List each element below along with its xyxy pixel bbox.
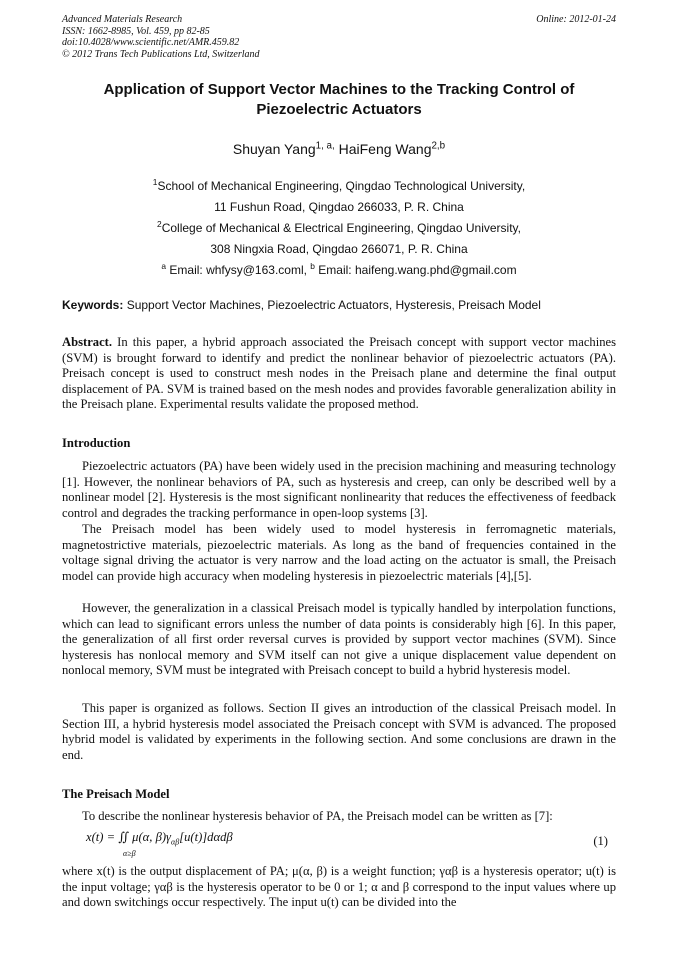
affiliation-2-line-1 [62,221,616,235]
email-b-sup: b [310,261,315,271]
equation-rest: [u(t)]dαdβ [179,830,233,844]
abstract-label: Abstract. [62,335,113,349]
preisach-paragraph-2: where x(t) is the output displacement of PA; μ(α, β) is a weight function; γαβ is a hysteresis operator; u(t) is the input voltage; γαβ is the hysteresis operator to be 0 or 1; α and β correspond to the input values where up and down switchings occur respectively. The input u(t) can be divided into the [62,864,616,910]
preisach-paragraph-1: To describe the nonlinear hysteresis behavior of PA, the Preisach model can be written as [7]: [82,809,553,823]
equation-number: (1) [593,834,608,848]
aff-2-sup: 2 [157,219,162,229]
author-line [62,141,616,157]
preisach-heading: The Preisach Model [62,787,170,801]
equation-domain: α≥β [123,849,136,858]
online-date: Online: 2012-01-24 [536,14,616,25]
equation-subscript: αβ [171,837,180,847]
abstract-text: In this paper, a hybrid approach associated the Preisach concept with support vector machines (SVM) is brought forward to identify and predict the nonlinear behavior of piezoelectric actuators (PA). Preisach concept is used to construct mesh nodes in the Preisach plane and determine the final output displacement of PA. SVM is trained based on the mesh nodes and provides favorable generalization ability in the Preisach plane. Experimental results validate the proposed method. [62,335,616,411]
journal-header [62,14,616,60]
author-2-sup: 2,b [431,140,446,152]
introduction-heading: Introduction [62,436,131,450]
aff-1-text: School of Mechanical Engineering, Qingdao Technological University, [157,179,526,193]
email-a: Email: whfysy@163.coml, [166,263,311,277]
equation-1 [86,829,616,858]
intro-paragraph-3: However, the generalization in a classical Preisach model is typically handled by interpolation functions, which can lead to significant errors unless the number of data points is considerably high [6]. In this paper, the generalization of all first order reversal curves is provided by support vector machines (SVM). Since hysteresis has nonlocal memory and SVM itself can not give a unique displacement value dependent on nonlocal memory, SVM must be integrated with Preisach concept to build a hybrid hysteresis model. [62,601,616,678]
aff-2-text: College of Mechanical & Electrical Engineering, Qingdao University, [161,221,521,235]
keywords-label: Keywords: [62,298,124,312]
issn-line: ISSN: 1662-8985, Vol. 459, pp 82-85 [62,25,210,37]
affiliation-2-line-2: 308 Ningxia Road, Qingdao 266071, P. R. China [210,242,468,256]
author-2: HaiFeng Wang [334,141,432,157]
equation-main: x(t) = ∬ μ(α, β)γ [86,830,171,844]
paper-title: Application of Support Vector Machines to the Tracking Control of Piezoelectric Actuators [103,81,575,118]
keywords [62,298,616,312]
email-a-sup: a [161,261,167,271]
doi-line: doi:10.4028/www.scientific.net/AMR.459.82 [62,37,240,48]
email-b: Email: haifeng.wang.phd@gmail.com [314,263,517,277]
intro-paragraph-4: This paper is organized as follows. Section II gives an introduction of the classical Preisach model. In Section III, a hybrid hysteresis model associated the Preisach concept with SVM is advanced. The proposed hybrid model is validated by experiments in the following section. And some conclusions are drawn in the end. [62,701,616,762]
aff-1-sup: 1 [152,177,158,187]
email-line [62,263,616,277]
abstract [62,335,616,413]
copyright-line: © 2012 Trans Tech Publications Ltd, Switzerland [62,48,260,60]
author-1: Shuyan Yang [232,141,316,157]
journal-name: Advanced Materials Research [62,14,183,25]
affiliation-1-line-1 [62,179,616,193]
affiliation-1-line-2: 11 Fushun Road, Qingdao 266033, P. R. China [214,200,464,214]
intro-paragraph-1: Piezoelectric actuators (PA) have been widely used in the precision machining and measuring technology [1]. However, the nonlinear behaviors of PA, such as hysteresis and creep, can only be described well by a nonlinear model [2]. Hysteresis is the most significant nonlinearity that reduces the effectiveness of feedback control and degrades the tracking performance in open-loop systems [3]. [62,459,616,520]
author-1-sup: 1, a, [315,140,335,152]
intro-paragraph-2: The Preisach model has been widely used to model hysteresis in ferromagnetic materials, magnetostrictive materials, piezoelectric materials. As long as the band of frequencies contained in the voltage signal driving the actuator is very narrow and the load acting on the actuator is small, the Preisach model can provide high accuracy when modeling hysteresis in piezoelectric materials [4],[5]. [62,522,616,583]
keywords-text: Support Vector Machines, Piezoelectric Actuators, Hysteresis, Preisach Model [123,298,541,312]
